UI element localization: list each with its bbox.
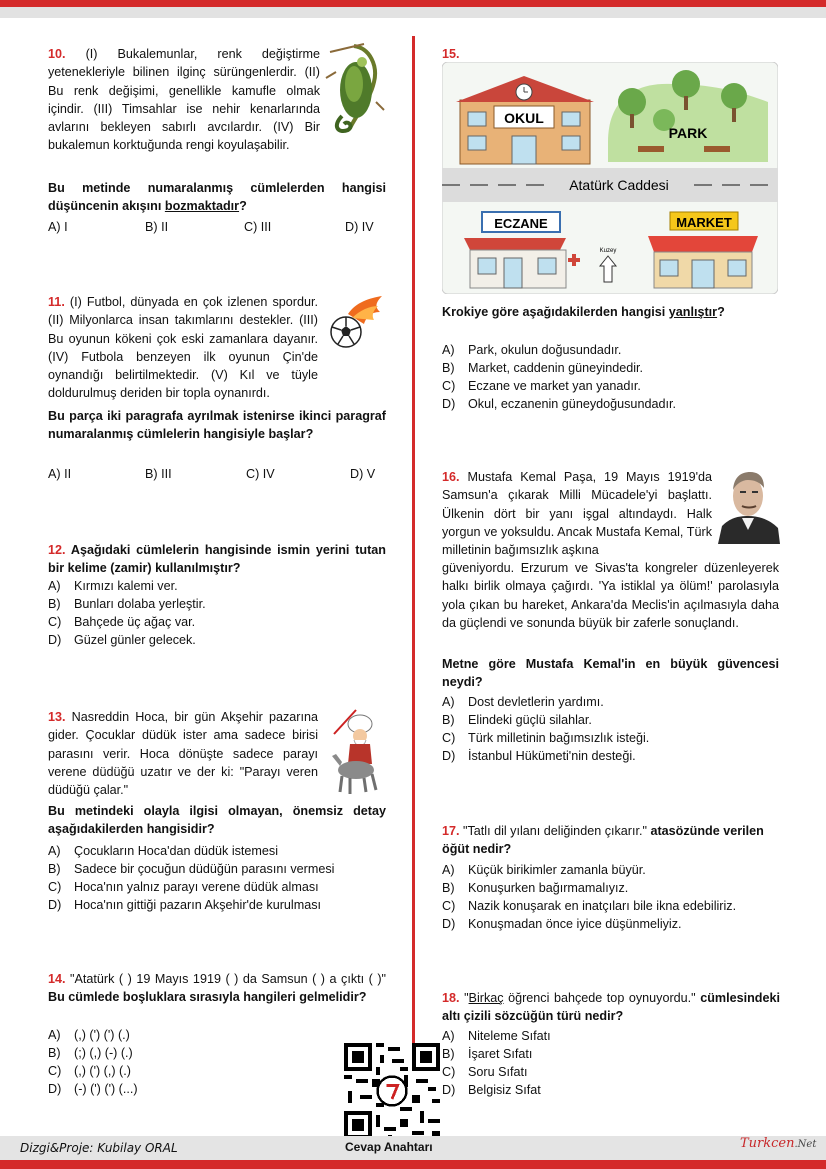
brand-logo <box>740 1136 816 1151</box>
option-c[interactable]: C) Nazik konuşarak en inatçıları bile ikna edebiliriz. <box>442 899 737 913</box>
option-a[interactable]: A) Dost devletlerin yardımı. <box>442 695 604 709</box>
column-divider <box>412 36 415 1134</box>
question-10-passage: (I) Bukalemunlar, renk değiştirme yetenekleriyle bilinen ilginç sürüngenlerdir. (II) Bu renk değişimi, genellikle kamufle olmak içindir. (III) Timsahlar ise nehir kenarlarında avlarını bekleyen sabırlı avcılardır. (IV) Bir bukalemun korktuğunda rengi koyulaşabilir. <box>48 47 321 153</box>
question-13-text <box>48 708 318 799</box>
question-16-text <box>442 468 712 559</box>
footer-red-bar <box>0 1160 826 1169</box>
option-d[interactable]: D) IV <box>345 220 374 234</box>
question-12-stem: 12. Aşağıdaki cümlelerin hangisinde ismin yerini tutan bir kelime (zamir) kullanılmıştır? <box>48 543 386 576</box>
option-b[interactable]: B) II <box>145 220 169 234</box>
question-number: 16. <box>442 470 460 484</box>
nasreddin-hoca-donkey-icon <box>326 704 386 796</box>
option-a[interactable]: A) I <box>48 220 68 234</box>
option-d[interactable]: D) V <box>350 467 376 481</box>
question-10-stem: Bu metinde numaralanmış cümlelerden hangisi düşüncenin akışını bozmaktadır? <box>48 181 386 214</box>
question-11-stem: Bu parça iki paragrafa ayrılmak istenirse ikinci paragraf numaralanmış cümlelerin hangisiyle başlar? <box>48 409 386 442</box>
option-d[interactable]: D) Belgisiz Sıfat <box>442 1083 541 1097</box>
option-d[interactable]: D) Okul, eczanenin güneydoğusundadır. <box>442 397 676 411</box>
option-a[interactable]: A) II <box>48 467 72 481</box>
option-a[interactable]: A) Çocukların Hoca'dan düdük istemesi <box>48 844 279 858</box>
map-label-pharmacy: ECZANE <box>494 216 548 231</box>
option-c[interactable]: C) Bahçede üç ağaç var. <box>48 615 196 629</box>
brand-main: Turkcen <box>740 1136 795 1151</box>
option-c[interactable]: C) III <box>244 220 272 234</box>
option-c[interactable]: C) Türk milletinin bağımsızlık isteği. <box>442 731 650 745</box>
question-13-passage: Nasreddin Hoca, bir gün Akşehir pazarına gider. Çocuklar düdük ister ama sadece birisi parasını verir. Hoca dönüşte sadece parayı verene düdüğü uzatır ve der ki: "Parayı veren düdüğü çalar." <box>48 710 319 798</box>
question-14-stem: 14. "Atatürk ( ) 19 Mayıs 1919 ( ) da Samsun ( ) a çıktı ( )" Bu cümlede boşluklara sırasıyla hangileri gelmelidir? <box>48 972 386 1005</box>
question-15-stem: Krokiye göre aşağıdakilerden hangisi yanlıştır? <box>442 305 725 319</box>
question-number: 11. <box>48 295 65 309</box>
option-b[interactable]: B) Konuşurken bağırmamalıyız. <box>442 881 629 895</box>
map-label-school: OKUL <box>504 110 544 126</box>
question-number: 12. <box>48 543 66 557</box>
qr-code-icon[interactable] <box>344 1043 440 1139</box>
option-c[interactable]: C) (,) (') (,) (.) <box>48 1064 131 1078</box>
ataturk-portrait <box>718 466 780 544</box>
question-15-number: 15. <box>442 47 460 61</box>
option-c[interactable]: C) IV <box>246 467 275 481</box>
map-label-park: PARK <box>668 125 708 141</box>
option-d[interactable]: D) (-) (') (') (...) <box>48 1082 138 1096</box>
chameleon-icon <box>324 42 386 136</box>
option-d[interactable]: D) Hoca'nın gittiği pazarın Akşehir'de kurulması <box>48 898 322 912</box>
option-b[interactable]: B) Elindeki güçlü silahlar. <box>442 713 592 727</box>
question-number: 13. <box>48 710 66 724</box>
question-17-stem: 17. "Tatlı dil yılanı deliğinden çıkarır." atasözünde verilen öğüt nedir? <box>442 824 764 857</box>
option-c[interactable]: C) Hoca'nın yalnız parayı verene düdük alması <box>48 880 319 894</box>
footer-credit: Dizgi&Proje: Kubilay ORAL <box>20 1141 178 1155</box>
option-b[interactable]: B) Market, caddenin güneyindedir. <box>442 361 644 375</box>
town-sketch-map <box>442 62 778 294</box>
option-a[interactable]: A) Park, okulun doğusundadır. <box>442 343 622 357</box>
option-c[interactable]: C) Eczane ve market yan yanadır. <box>442 379 641 393</box>
answer-key-link[interactable]: Cevap Anahtarı <box>345 1140 433 1154</box>
option-d[interactable]: D) İstanbul Hükümeti'nin desteği. <box>442 749 636 763</box>
option-d[interactable]: D) Konuşmadan önce iyice düşünmeliyiz. <box>442 917 682 931</box>
map-label-north: Kuzey <box>599 248 617 254</box>
top-red-bar <box>0 0 826 7</box>
question-16-stem: Metne göre Mustafa Kemal'in en büyük güvencesi neydi? <box>442 657 779 690</box>
question-13-stem: Bu metindeki olayla ilgisi olmayan, önemsiz detay aşağıdakilerden hangisidir? <box>48 804 386 837</box>
option-b[interactable]: B) Sadece bir çocuğun düdüğün parasını vermesi <box>48 862 335 876</box>
option-d[interactable]: D) Güzel günler gelecek. <box>48 633 196 647</box>
question-11-passage: (I) Futbol, dünyada en çok izlenen spordur. (II) Milyonlarca insan takımlarını destekler. (III) Bu oyunun kökeni çok eski zamanlara dayanır. (IV) Futbola benzeyen ilk oyunun Çin'de oynandığı belirtilmektedir. (V) Kıl ve tüyle doldurulmuş deriden bir topla oynanırdı. <box>48 295 319 401</box>
top-gray-bar <box>0 7 826 18</box>
option-b[interactable]: B) (;) (,) (-) (.) <box>48 1046 133 1060</box>
question-number: 10. <box>48 47 66 61</box>
question-16-passage: Mustafa Kemal Paşa, 19 Mayıs 1919'da Samsun'a çıkarak Milli Mücadele'yi başlattı. Ülkenin dört bir yanı işgal altındaydı. Halk yorgun ve yoksuldu. Ancak Mustafa Kemal, Türk milletinin bağımsızlık aşkına <box>442 470 713 558</box>
question-11-text <box>48 293 318 403</box>
question-18-stem: 18. "Birkaç öğrenci bahçede top oynuyordu." cümlesindeki altı çizili sözcüğün türü nedir? <box>442 991 780 1024</box>
question-number: 14. <box>48 972 66 986</box>
option-b[interactable]: B) Bunları dolaba yerleştir. <box>48 597 206 611</box>
option-a[interactable]: A) Niteleme Sıfatı <box>442 1029 551 1043</box>
map-label-street: Atatürk Caddesi <box>569 177 669 193</box>
map-label-market: MARKET <box>676 215 732 230</box>
option-b[interactable]: B) III <box>145 467 172 481</box>
question-number: 17. <box>442 824 460 838</box>
brand-suffix: .Net <box>794 1139 817 1150</box>
soccer-ball-icon <box>326 294 384 350</box>
option-a[interactable]: A) Kırmızı kalemi ver. <box>48 579 178 593</box>
option-b[interactable]: B) İşaret Sıfatı <box>442 1047 533 1061</box>
question-16-text-continued: güveniyordu. Erzurum ve Sivas'ta kongreler düzenleyerek halkı birlik olmaya çağırdı. 'Ya istiklal ya ölüm!' parolasıyla yola çıkan bu hareket, Ankara'da Meclis'in açılmasıyla daha da güçlendi ve sonunda büyük bir zaferle sonuçlandı. <box>442 561 779 630</box>
option-c[interactable]: C) Soru Sıfatı <box>442 1065 528 1079</box>
option-a[interactable]: A) Küçük birikimler zamanla büyür. <box>442 863 646 877</box>
option-a[interactable]: A) (,) (') (') (.) <box>48 1028 130 1042</box>
question-10-text <box>48 45 320 155</box>
question-number: 18. <box>442 991 460 1005</box>
